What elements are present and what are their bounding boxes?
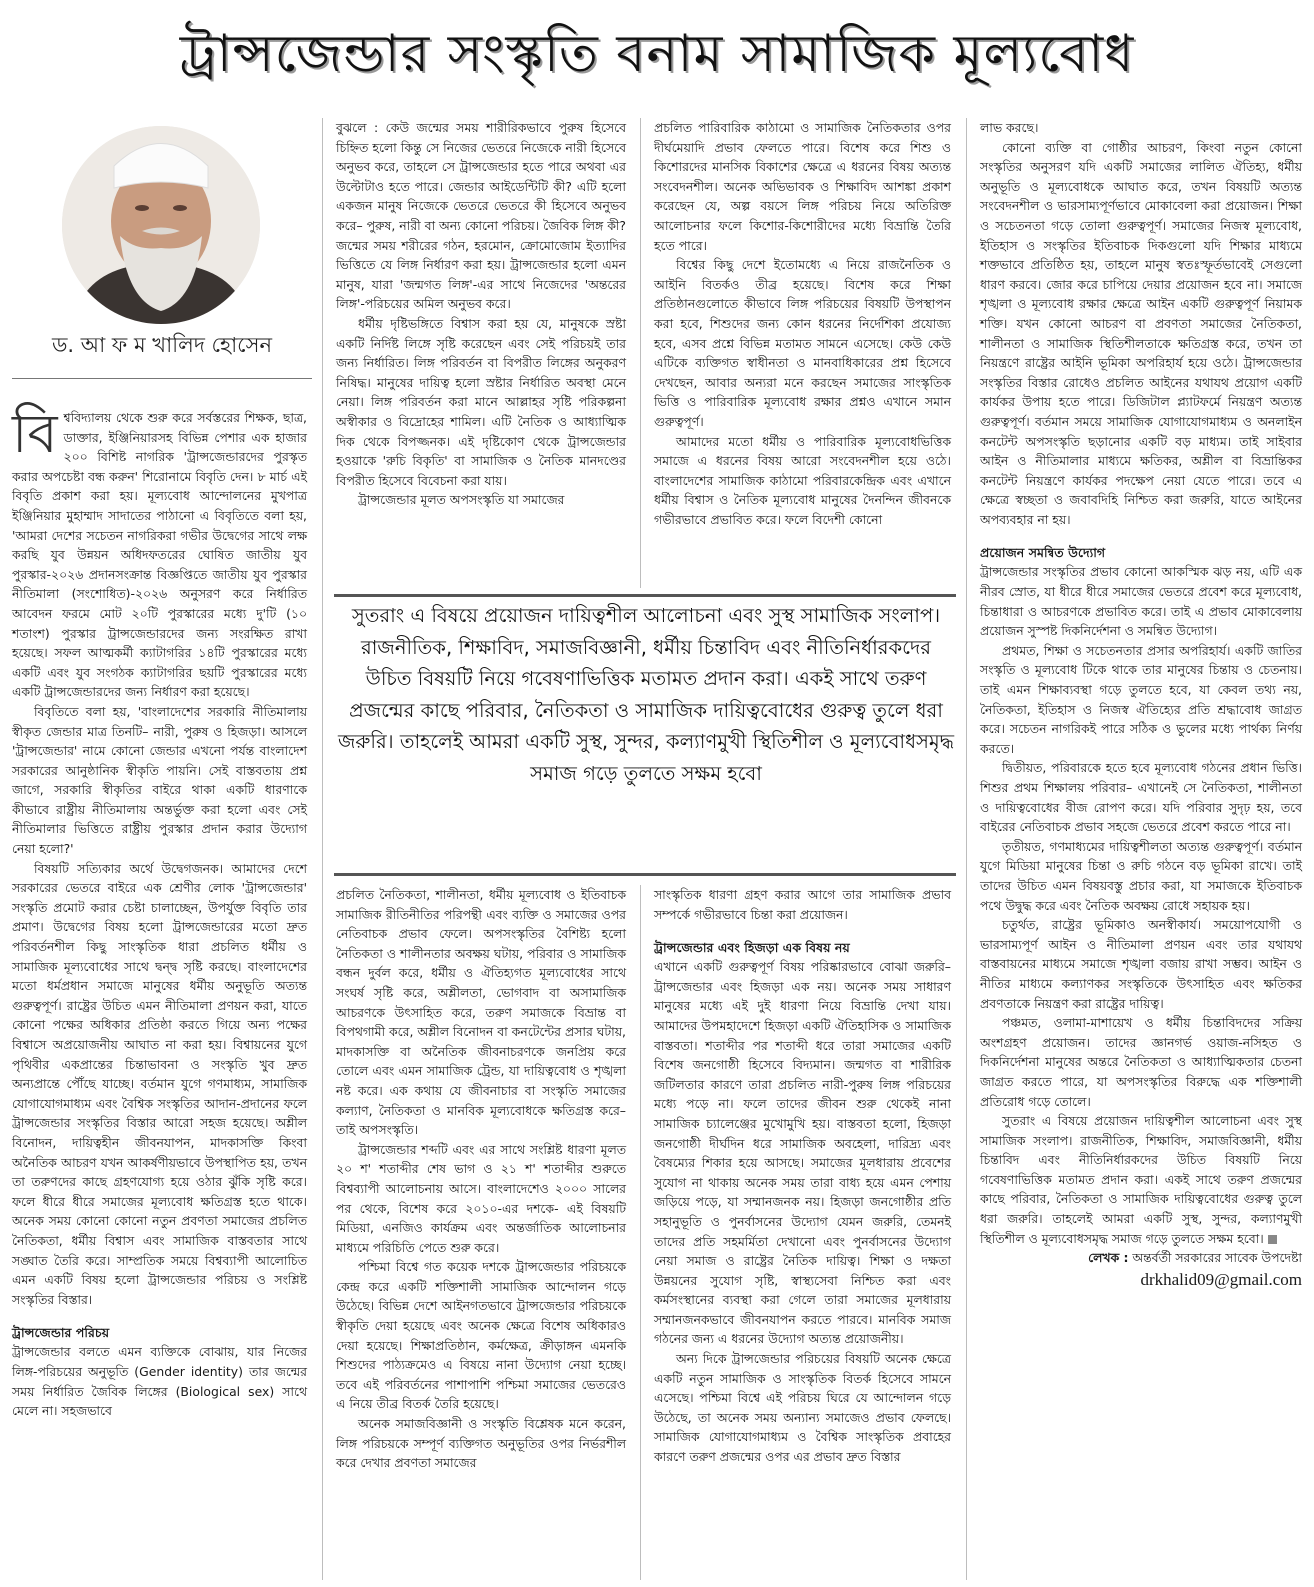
paragraph: বিষয়টি সত্যিকার অর্থে উদ্বেগজনক। আমাদের দেশে সরকারের ভেতরে বাইরে এক শ্রেণীর লোক 'ট্রান্সজেন্ডার' সংস্কৃতি প্রমোট করার চেষ্টা চালাচ্ছেন, উপর্যুক্ত বিবৃতি তার প্রমাণ। উদ্বেগের বিষয় হলো ট্রান্সজেন্ডারের মতো দ্রুত পরিবর্তনশীল কিছু সাংস্কৃতিক ধারা প্রচলিত ধর্মীয় ও সামাজিক মূল্যবোধের সাথে দ্বন্দ্ব সৃষ্টি করছে। বাংলাদেশের মতো ধর্মপ্রধান সমাজে মানুষের ধর্মীয় অনুভূতি অত্যন্ত গুরুত্বপূর্ণ। রাষ্ট্রের উচিত এমন নীতিমালা প্রণয়ন করা, যাতে কোনো পক্ষের অধিকার প্রতিষ্ঠা করতে গিয়ে অন্য পক্ষের বিশ্বাসে অপ্রয়োজনীয় আঘাত না করা হয়। বিশ্বায়নের যুগে পৃথিবীর একপ্রান্তের চিন্তাভাবনা ও সংস্কৃতি খুব দ্রুত অন্যপ্রান্তে পৌঁছে যাচ্ছে। বর্তমান যুগে গণমাধ্যম, সামাজিক যোগাযোগমাধ্যম এবং বৈশ্বিক সংস্কৃতির আদান-প্রদানের ফলে ট্রান্সজেন্ডার সংস্কৃতির বিস্তার আরো সহজ হয়েছে। অশ্লীল বিনোদন, দায়িত্বহীন জীবনযাপন, মাদকাসক্তি কিংবা অনৈতিক আচরণ যখন আকর্ষণীয়ভাবে উপস্থাপিত হয়, তখন তা তরুণদের কাছে গ্রহণযোগ্য হয়ে ওঠার ঝুঁকি সৃষ্টি করে। ফলে ধীরে ধীরে সমাজের মূল্যবোধ ক্ষতিগ্রস্ত হতে থাকে। অনেক সময় কোনো কোনো নতুন প্রবণতা সমাজের প্রচলিত নৈতিকতা, ধর্মীয় বিশ্বাস এবং সামাজিক বাস্তবতার সাথে সঙ্ঘাত তৈরি করে। সাম্প্রতিক সময়ে বিশ্বব্যাপী আলোচিত এমন একটি বিষয় হলো ট্রান্সজেন্ডার পরিচয় ও সংশ্লিষ্ট সংস্কৃতির বিস্তার। <box>12 860 307 1307</box>
paragraph: অনেক সমাজবিজ্ঞানী ও সংস্কৃতি বিশ্লেষক মনে করেন, লিঙ্গ পরিচয়কে সম্পূর্ণ ব্যক্তিগত অনুভূতির ওপর নির্ভরশীল করে দেখার প্রবণতা সমাজের <box>336 1416 626 1471</box>
paragraph: আমাদের মতো ধর্মীয় ও পারিবারিক মূল্যবোধভিত্তিক সমাজে এ ধরনের বিষয় আরো সংবেদনশীল হয়ে ওঠে। বাংলাদেশের সামাজিক কাঠামো পরিবারকেন্দ্রিক এবং এখানে ধর্মীয় বিশ্বাস ও নৈতিক মূল্যবোধ মানুষের দৈনন্দিন জীবনকে গভীরভাবে প্রভাবিত করে। ফলে বিদেশী কোনো <box>654 433 951 527</box>
article-headline: ট্রান্সজেন্ডার সংস্কৃতি বনাম সামাজিক মূল্যবোধ <box>179 24 1135 84</box>
paragraph-text: শ্ববিদ্যালয় থেকে শুরু করে সর্বস্তরের শিক্ষক, ছাত্র, ডাক্তার, ইঞ্জিনিয়ারসহ বিভিন্ন পেশার এক হাজার ২০০ বিশিষ্ট নাগরিক 'ট্রান্সজেন্ডারদের পুরস্কৃত করার অপচেষ্টা বন্ধ করুন' শিরোনামে বিবৃতি দেন। ৮ মার্চ এই বিবৃতি প্রকাশ করা হয়। মূল্যবোধ আন্দোলনের মুখপাত্র ইঞ্জিনিয়ার মুহাম্মাদ সাদাতের পাঠানো এ বিবৃতিতে বলা হয়, 'আমরা দেশের সচেতন নাগরিকরা গভীর উদ্বেগের সাথে লক্ষ করছি যুব উন্নয়ন অধিদফতরের ঘোষিত জাতীয় যুব পুরস্কার-২০২৬ প্রদানসংক্রান্ত বিজ্ঞপ্তিতে জাতীয় যুব পুরস্কার নীতিমালা (সংশোধিত)-২০২৬ অনুসরণ করে নির্ধারিত আবেদন ফরমে মোট ২০টি পুরস্কারের মধ্যে দু'টি (১০ শতাংশ) পুরস্কার ট্রান্সজেন্ডারদের জন্য সংরক্ষিত রাখা হয়েছে। সফল আত্মকর্মী ক্যাটাগরির ১৪টি পুরস্কারের মধ্যে একটি এবং যুব সংগঠক ক্যাটাগরির ছয়টি পুরস্কারের মধ্যে একটি ট্রান্সজেন্ডারদের জন্য নির্ধারণ করা হয়েছে। <box>12 410 307 700</box>
drop-cap: বি <box>12 402 58 465</box>
paragraph: ট্রান্সজেন্ডার সংস্কৃতির প্রভাব কোনো আকস্মিক ঝড় নয়, এটি এক নীরব স্রোত, যা ধীরে ধীরে সমাজের ভেতরে প্রবেশ করে মূল্যবোধ, চিন্তাধারা ও আচরণকে প্রভাবিত করে। তাই এ প্রভাব মোকাবেলায় প্রয়োজন সুস্পষ্ট দিকনির্দেশনা ও সমন্বিত উদ্যোগ। <box>980 564 1302 639</box>
article-column-3-bottom <box>654 885 951 1467</box>
paragraph: দ্বিতীয়ত, পরিবারকে হতে হবে মূল্যবোধ গঠনের প্রধান ভিত্তি। শিশুর প্রথম শিক্ষালয় পরিবার– এখানেই সে নৈতিকতা, শালীনতা ও দায়িত্ববোধের বীজ রোপণ করে। যদি পরিবার সুদৃঢ় হয়, তবে বাইরের নেতিবাচক প্রভাব সহজে ভেতরে প্রবেশ করতে পারে না। <box>980 760 1302 835</box>
column-divider <box>640 118 641 588</box>
paragraph: লাভ করছে। <box>980 120 1039 135</box>
article-column-2-bottom <box>336 885 626 1473</box>
intro-paragraph <box>12 402 307 702</box>
paragraph: সাংস্কৃতিক ধারণা গ্রহণ করার আগে তার সামাজিক প্রভাব সম্পর্কে গভীরভাবে চিন্তা করা প্রয়োজন। <box>654 887 951 922</box>
subheading-transgender-identity: ট্রান্সজেন্ডার পরিচয় <box>12 1325 110 1341</box>
pullquote-top-rule <box>334 594 956 597</box>
paragraph: প্রথমত, শিক্ষা ও সচেতনতার প্রসার অপরিহার্য। একটি জাতির সংস্কৃতি ও মূল্যবোধ টিকে থাকে তার মানুষের চিন্তায় ও চেতনায়। তাই এমন শিক্ষাব্যবস্থা গড়ে তুলতে হবে, যা কেবল তথ্য নয়, নৈতিকতা, ইতিহাস ও নিজস্ব ঐতিহ্যের প্রতি শ্রদ্ধাবোধ জাগ্রত করে। সচেতন নাগরিকই পারে সঠিক ও ভুলের মধ্যে পার্থক্য নির্ণয় করতে। <box>980 642 1302 756</box>
article-column-3-top <box>654 118 951 529</box>
paragraph: পঞ্চমত, ওলামা-মাশায়েখ ও ধর্মীয় চিন্তাবিদদের সক্রিয় অংশগ্রহণ প্রয়োজন। তাদের জ্ঞানগর্ভ ওয়াজ-নসিহত ও দিকনির্দেশনা মানুষের অন্তরে নৈতিকতা ও আধ্যাত্মিকতার চেতনা জাগ্রত করতে পারে, যা অপসংস্কৃতির বিরুদ্ধে এক শক্তিশালী প্রতিরোধ গড়ে তোলে। <box>980 1015 1302 1109</box>
paragraph: ধর্মীয় দৃষ্টিভঙ্গিতে বিশ্বাস করা হয় যে, মানুষকে স্রষ্টা একটি নির্দিষ্ট লিঙ্গে সৃষ্টি করেছেন এবং সেই পরিচয়ই তার জন্য নির্ধারিত। লিঙ্গ পরিবর্তন বা বিপরীত লিঙ্গের অনুকরণ নিষিদ্ধ। মানুষের দায়িত্ব হলো স্রষ্টার নির্ধারিত অবস্থা মেনে নেয়া। লিঙ্গ পরিবর্তন করা মানে আল্লাহর সৃষ্টি পরিকল্পনা অস্বীকার ও বিদ্রোহের শামিল। এটি নৈতিক ও আধ্যাত্মিক দিক থেকে বিপজ্জনক। এই দৃষ্টিকোণ থেকে ট্রান্সজেন্ডার হওয়াকে 'রুচি বিকৃতি' বা সামাজিক ও নৈতিক মানদণ্ডের বিপরীত হিসেবে বিবেচনা করা যায়। <box>336 315 626 488</box>
paragraph: পশ্চিমা বিশ্বে গত কয়েক দশকে ট্রান্সজেন্ডার পরিচয়কে কেন্দ্র করে একটি শক্তিশালী সামাজিক আন্দোলন গড়ে উঠেছে। বিভিন্ন দেশে আইনগতভাবে ট্রান্সজেন্ডার পরিচয়কে স্বীকৃতি দেয়া হয়েছে এবং অনেক ক্ষেত্রে বিশেষ অধিকারও দেয়া হয়েছে। শিক্ষাপ্রতিষ্ঠান, কর্মক্ষেত্র, ক্রীড়াঙ্গন এমনকি শিশুদের পাঠ্যক্রমেও এ বিষয়ে নানা উদ্যোগ নেয়া হচ্ছে। তবে এই পরিবর্তনের পাশাপাশি পশ্চিমা সমাজের ভেতরেও এ নিয়ে তীব্র বিতর্ক তৈরি হয়েছে। <box>336 1259 626 1412</box>
paragraph: বিশ্বের কিছু দেশে ইতোমধ্যে এ নিয়ে রাজনৈতিক ও আইনি বিতর্কও তীব্র হয়েছে। বিশেষ করে শিক্ষা প্রতিষ্ঠানগুলোতে কীভাবে লিঙ্গ পরিচয়ের বিষয়টি উপস্থাপন করা হবে, শিশুদের জন্য কোন ধরনের নির্দেশিকা প্রযোজ্য হবে, এসব প্রশ্নে বিভিন্ন মতামত সামনে এসেছে। কেউ কেউ এটিকে ব্যক্তিগত স্বাধীনতা ও মানবাধিকারের প্রশ্ন হিসেবে দেখছেন, আবার অন্যরা মনে করছেন সমাজের সাংস্কৃতিক ভিত্তি ও পারিবারিক মূল্যবোধ রক্ষার প্রশ্নও এখানে সমান গুরুত্বপূর্ণ। <box>654 257 951 429</box>
author-photo <box>62 126 260 324</box>
column-divider <box>322 118 323 1580</box>
paragraph: প্রচলিত পারিবারিক কাঠামো ও সামাজিক নৈতিকতার ওপর দীর্ঘমেয়াদি প্রভাব ফেলতে পারে। বিশেষ করে শিশু ও কিশোরদের মানসিক বিকাশের ক্ষেত্রে এ ধরনের বিষয় অত্যন্ত সংবেদনশীল। অনেক অভিভাবক ও শিক্ষাবিদ আশঙ্কা প্রকাশ করেছেন যে, অল্প বয়সে লিঙ্গ পরিচয় নিয়ে অতিরিক্ত আলোচনার ফলে কিশোর-কিশোরীদের মধ্যে বিভ্রান্তি তৈরি হতে পারে। <box>654 120 951 253</box>
article-column-2-top <box>336 118 626 510</box>
column-divider <box>966 118 967 1580</box>
article-column-1 <box>12 402 307 1421</box>
pull-quote <box>336 600 956 790</box>
paragraph: তৃতীয়ত, গণমাধ্যমের দায়িত্বশীলতা অত্যন্ত গুরুত্বপূর্ণ। বর্তমান যুগে মিডিয়া মানুষের চিন্তা ও রুচি গঠনে বড় ভূমিকা রাখে। তাই তাদের উচিত এমন বিষয়বস্তু প্রচার করা, যা সমাজকে ইতিবাচক পথে উদ্বুদ্ধ করে এবং নৈতিক অবক্ষয় রোধে সহায়ক হয়। <box>980 838 1302 913</box>
paragraph: ট্রান্সজেন্ডার মূলত অপসংস্কৃতি যা সমাজের <box>358 492 565 508</box>
author-name: ড. আ ফ ম খালিদ হোসেন <box>51 333 273 357</box>
author-byline <box>980 1248 1302 1268</box>
paragraph: কোনো ব্যক্তি বা গোষ্ঠীর আচরণ, কিংবা নতুন কোনো সংস্কৃতির অনুসরণ যদি একটি সমাজের লালিত ঐতিহ্য, ধর্মীয় অনুভূতি ও মূল্যবোধকে আঘাত করে, তখন বিষয়টি অত্যন্ত সংবেদনশীল ও ভারসাম্যপূর্ণভাবে মোকাবেলা করা প্রয়োজন। শিক্ষা ও সচেতনতা গড়ে তোলা গুরুত্বপূর্ণ। সমাজের নিজস্ব মূল্যবোধ, ইতিহাস ও সংস্কৃতির ইতিবাচক দিকগুলো যদি শিক্ষার মাধ্যমে শক্তভাবে প্রতিষ্ঠিত হয়, তাহলে মানুষ স্বতঃস্ফূর্তভাবেই সেগুলো ধারণ করবে। জোর করে চাপিয়ে দেয়ার প্রয়োজন হবে না। সমাজে শৃঙ্খলা ও মূল্যবোধ রক্ষার ক্ষেত্রে আইন একটি গুরুত্বপূর্ণ নিয়ামক শক্তি। যখন কোনো আচরণ বা প্রবণতা সমাজের নৈতিকতা, শালীনতা ও সামাজিক স্থিতিশীলতাকে ক্ষতিগ্রস্ত করে, তখন তা নিয়ন্ত্রণে রাষ্ট্রের আইনি ভূমিকা অপরিহার্য হয়ে ওঠে। ট্রান্সজেন্ডার সংস্কৃতির বিস্তার রোধেও প্রচলিত আইনের যথাযথ প্রয়োগ একটি কার্যকর উপায় হতে পারে। ডিজিটাল প্ল্যাটফর্মে নিয়ন্ত্রণ অত্যন্ত গুরুত্বপূর্ণ। বর্তমান সময়ে সামাজিক যোগাযোগমাধ্যম ও অনলাইন কনটেন্ট অপসংস্কৃতি ছড়ানোর একটি বড় মাধ্যম। তাই সাইবার আইন ও নীতিমালার মাধ্যমে ক্ষতিকর, অশ্লীল বা বিভ্রান্তিকর কনটেন্ট নিয়ন্ত্রণে কার্যকর পদক্ষেপ নেয়া যেতে পারে। তবে এ ক্ষেত্রে স্বচ্ছতা ও জবাবদিহি নিশ্চিত করা জরুরি, যাতে আইনের অপব্যবহার না হয়। <box>980 139 1302 527</box>
byline-label: লেখক : <box>1088 1250 1129 1266</box>
article-column-4 <box>980 118 1302 1292</box>
paragraph: ট্রান্সজেন্ডার বলতে এমন ব্যক্তিকে বোঝায়, যার নিজের লিঙ্গ-পরিচয়ের অনুভূতি (Gender identity) তার জন্মের সময় নির্ধারিত জৈবিক লিঙ্গের (Biological sex) সাথে মেলে না। সহজভাবে <box>12 1344 307 1419</box>
paragraph: এখানে একটি গুরুত্বপূর্ণ বিষয় পরিষ্কারভাবে বোঝা জরুরি– ট্রান্সজেন্ডার এবং হিজড়া এক নয়। অনেক সময় সাধারণ মানুষের মধ্যে এই দুই ধারণা নিয়ে বিভ্রান্তি দেখা যায়। আমাদের উপমহাদেশে হিজড়া একটি ঐতিহাসিক ও সামাজিক বাস্তবতা। শতাব্দীর পর শতাব্দী ধরে তারা সমাজের একটি বিশেষ জনগোষ্ঠী হিসেবে বিদ্যমান। জন্মগত বা শারীরিক জটিলতার কারণে তারা প্রচলিত নারী-পুরুষ লিঙ্গ পরিচয়ের মধ্যে পড়ে না। ফলে তাদের জীবন শুরু থেকেই নানা সামাজিক চ্যালেঞ্জের মুখোমুখি হয়। বাস্তবতা হলো, হিজড়া জনগোষ্ঠী দীর্ঘদিন ধরে সামাজিক অবহেলা, দারিদ্র্য এবং বৈষম্যের শিকার হয়ে আসছে। সমাজের মূলধারায় প্রবেশের সুযোগ না থাকায় অনেক সময় তারা বাধ্য হয়ে এমন পেশায় জড়িয়ে পড়ে, যা সম্মানজনক নয়। হিজড়া জনগোষ্ঠীর প্রতি সহানুভূতি ও পুনর্বাসনের উদ্যোগ যেমন জরুরি, তেমনই তাদের প্রতি সহমর্মিতা দেখানো এবং পুনর্বাসনের উদ্যোগ নেয়া সমাজ ও রাষ্ট্রের নৈতিক দায়িত্ব। শিক্ষা ও দক্ষতা উন্নয়নের সুযোগ সৃষ্টি, স্বাস্থ্যসেবা নিশ্চিত করা এবং কর্মসংস্থানের ব্যবস্থা করা গেলে তারা সমাজের মূলধারায় সম্মানজনকভাবে জীবনযাপন করতে পারবে। মানবিক সমাজ গঠনের জন্য এ ধরনের উদ্যোগ অত্যন্ত প্রয়োজনীয়। <box>654 959 951 1347</box>
column-divider <box>640 885 641 1580</box>
author-portrait-icon <box>62 126 260 324</box>
subheading-coordinated-initiative: প্রয়োজন সমন্বিত উদ্যোগ <box>980 545 1106 561</box>
paragraph: বুঝলে : কেউ জন্মের সময় শারীরিকভাবে পুরুষ হিসেবে চিহ্নিত হলো কিন্তু সে নিজের ভেতরে নিজেকে নারী হিসেবে অনুভব করে, তাহলে সে ট্রান্সজেন্ডার হতে পারে অথবা এর উল্টোটাও হতে পারে। জেন্ডার আইডেন্টিটি কী? এটি হলো একজন মানুষ নিজেকে ভেতরে ভেতরে কী হিসেবে অনুভব করে– পুরুষ, নারী বা অন্য কোনো পরিচয়। জৈবিক লিঙ্গ কী? জন্মের সময় শরীরের গঠন, হরমোন, ক্রোমোজোম ইত্যাদির ভিত্তিতে যে লিঙ্গ নির্ধারণ করা হয়। ট্রান্সজেন্ডার হলো এমন মানুষ, যারা 'জন্মগত লিঙ্গ'-এর সাথে নিজেদের 'অন্তরের লিঙ্গ'-পরিচয়ের অমিল অনুভব করে। <box>336 120 626 312</box>
paragraph: বিবৃতিতে বলা হয়, 'বাংলাদেশের সরকারি নীতিমালায় স্বীকৃত জেন্ডার মাত্র তিনটি– নারী, পুরুষ ও হিজড়া। আসলে 'ট্রান্সজেন্ডার' নামে কোনো জেন্ডার এখনো পর্যন্ত বাংলাদেশ সরকারের আনুষ্ঠানিক স্বীকৃতি পায়নি। সেই বাস্তবতায় প্রশ্ন জাগে, সরকারি স্বীকৃতির বাইরে থাকা একটি ধারণাকে কীভাবে রাষ্ট্রীয় নীতিমালায় অন্তর্ভুক্ত করা হলো এবং সেই নীতিমালার ভিত্তিতে রাষ্ট্রীয় পুরস্কার প্রদান করার উদ্যোগ নেয়া হলো?' <box>12 703 307 857</box>
paragraph-text: সুতরাং এ বিষয়ে প্রয়োজন দায়িত্বশীল আলোচনা এবং সুস্থ সামাজিক সংলাপ। রাজনীতিক, শিক্ষাবিদ, সমাজবিজ্ঞানী, ধর্মীয় চিন্তাবিদ এবং নীতিনির্ধারকদের উচিত বিষয়টি নিয়ে গবেষণাভিত্তিক মতামত প্রদান করা। একই সাথে তরুণ প্রজন্মের কাছে পরিবার, নৈতিকতা ও সামাজিক দায়িত্ববোধের গুরুত্ব তুলে ধরা জরুরি। তাহলেই আমরা একটি সুস্থ, সুন্দর, কল্যাণমুখী স্থিতিশীল ও মূল্যবোধসমৃদ্ধ সমাজ গড়ে তুলতে সক্ষম হবো। <box>980 1113 1302 1246</box>
closing-paragraph <box>980 1111 1302 1248</box>
byline-text: অন্তর্বর্তী সরকারের সাবেক উপদেষ্টা <box>1132 1250 1302 1266</box>
subheading-transgender-hijra: ট্রান্সজেন্ডার এবং হিজড়া এক বিষয় নয় <box>654 940 850 956</box>
paragraph: ট্রান্সজেন্ডার শব্দটি এবং এর সাথে সংশ্লিষ্ট ধারণা মূলত ২০ শ' শতাব্দীর শেষ ভাগ ও ২১ শ' শতাব্দীর শুরুতে বিশ্বব্যাপী আলোচনায় আসে। বাংলাদেশেও ২০০০ সালের পর থেকে, বিশেষ করে ২০১০-এর দশকে- এই বিষয়টি মিডিয়া, এনজিও কার্যক্রম এবং অন্তর্জাতিক আলোচনার মাধ্যমে পরিচিতি পেতে শুরু করে। <box>336 1141 626 1255</box>
pullquote-bottom-rule <box>334 873 956 876</box>
paragraph: অন্য দিকে ট্রান্সজেন্ডার পরিচয়ের বিষয়টি অনেক ক্ষেত্রে একটি নতুন সামাজিক ও সাংস্কৃতিক বিতর্ক হিসেবে সামনে এসেছে। পশ্চিমা বিশ্বে এই পরিচয় ঘিরে যে আন্দোলন গড়ে উঠেছে, তা অনেক সময় অন্যান্য সমাজেও প্রভাব ফেলছে। সামাজিক যোগাযোগমাধ্যম ও বৈশ্বিক সাংস্কৃতিক প্রবাহের কারণে তরুণ প্রজন্মের ওপর এর প্রভাব দ্রুত বিস্তার <box>654 1351 951 1465</box>
pull-quote-text: সুতরাং এ বিষয়ে প্রয়োজন দায়িত্বশীল আলোচনা এবং সুস্থ সামাজিক সংলাপ। রাজনীতিক, শিক্ষাবিদ, সমাজবিজ্ঞানী, ধর্মীয় চিন্তাবিদ এবং নীতিনির্ধারকদের উচিত বিষয়টি নিয়ে গবেষণাভিত্তিক মতামত প্রদান করা। একই সাথে তরুণ প্রজন্মের কাছে পরিবার, নৈতিকতা ও সামাজিক দায়িত্ববোধের গুরুত্ব তুলে ধরা জরুরি। তাহলেই আমরা একটি সুস্থ, সুন্দর, কল্যাণমুখী স্থিতিশীল ও মূল্যবোধসমৃদ্ধ সমাজ গড়ে তুলতে সক্ষম হবো <box>337 604 955 785</box>
end-mark-icon <box>1268 1235 1277 1244</box>
author-email[interactable]: drkhalid09@gmail.com <box>1140 1269 1302 1289</box>
paragraph: প্রচলিত নৈতিকতা, শালীনতা, ধর্মীয় মূল্যবোধ ও ইতিবাচক সামাজিক রীতিনীতির পরিপন্থী এবং ব্যক্তি ও সমাজের ওপর নেতিবাচক প্রভাব ফেলে। অপসংস্কৃতির বৈশিষ্ট্য হলো নৈতিকতা ও শালীনতার অবক্ষয় ঘটায়, পরিবার ও সামাজিক বন্ধন দুর্বল করে, ধর্মীয় ও ঐতিহ্যগত মূল্যবোধের সাথে সংঘর্ষ সৃষ্টি করে, অশ্লীলতা, ভোগবাদ বা অসামাজিক আচরণকে উৎসাহিত করে, তরুণ সমাজকে বিভ্রান্ত বা বিপথগামী করে, অশ্লীল বিনোদন বা কনটেন্টের প্রসার ঘটায়, মাদকাসক্তি বা অনৈতিক জীবনাচরণকে জনপ্রিয় করে তোলে এবং এমন সামাজিক ট্রেন্ড, যা দায়িত্ববোধ ও শৃঙ্খলা নষ্ট করে। এক কথায় যে জীবনাচার বা সংস্কৃতি সমাজের কল্যাণ, নৈতিকতা ও মানবিক মূল্যবোধকে ক্ষতিগ্রস্ত করে– তাই অপসংস্কৃতি। <box>336 887 626 1138</box>
author-divider <box>12 378 312 379</box>
paragraph: চতুর্থত, রাষ্ট্রের ভূমিকাও অনস্বীকার্য। সময়োপযোগী ও ভারসাম্যপূর্ণ আইন ও নীতিমালা প্রণয়ন এবং তার যথাযথ বাস্তবায়নের মাধ্যমে সমাজে শৃঙ্খলা বজায় রাখা সম্ভব। আইন ও নীতির মাধ্যমে কল্যাণকর সংস্কৃতিকে উৎসাহিত এবং ক্ষতিকর প্রবণতাকে নিয়ন্ত্রণ করা রাষ্ট্রের দায়িত্ব। <box>980 917 1302 1011</box>
